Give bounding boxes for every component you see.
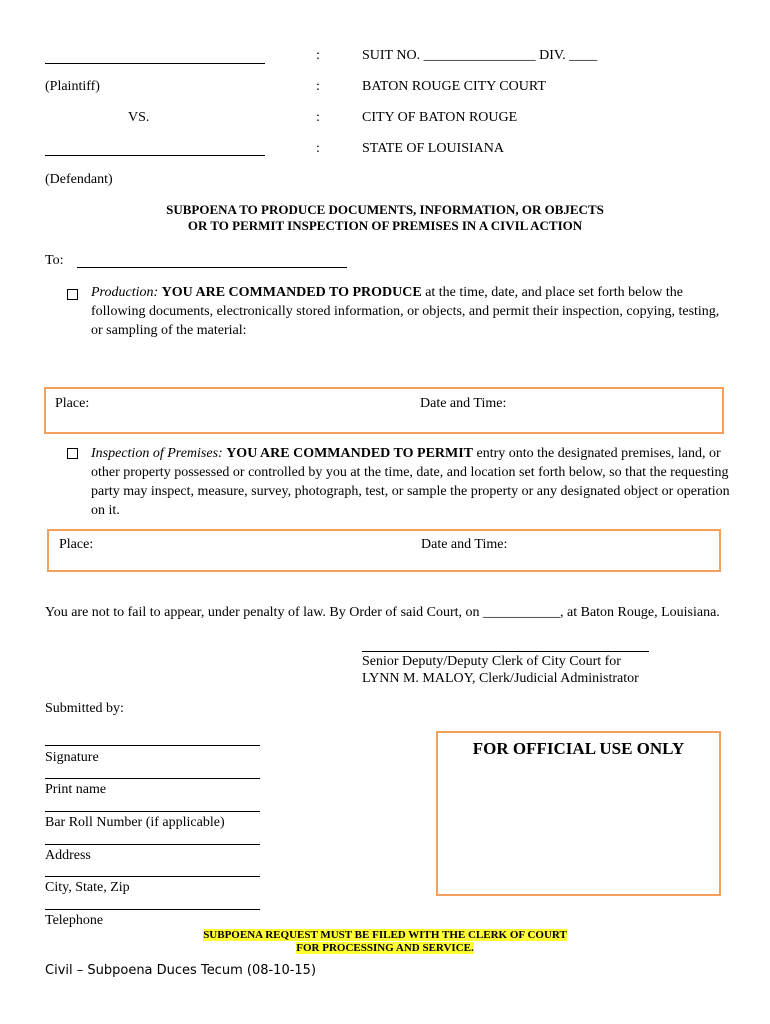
bar-roll-label: Bar Roll Number (if applicable) [45, 815, 225, 830]
signature-label: Signature [45, 750, 99, 765]
print-name-label: Print name [45, 782, 107, 797]
filing-notice-text1: SUBPOENA REQUEST MUST BE FILED WITH THE CLERK OF COURT [203, 929, 567, 941]
to-label: To: [45, 253, 64, 268]
clerk-title-line1: Senior Deputy/Deputy Clerk of City Court for [362, 654, 621, 669]
production-checkbox[interactable] [67, 289, 78, 300]
production-lead: Production: [91, 285, 159, 300]
suit-number-field: SUIT NO. ________________ DIV. ____ [362, 48, 598, 63]
caption-colon-1: : [316, 48, 320, 63]
address-line[interactable] [45, 844, 260, 845]
production-paragraph [91, 283, 726, 340]
production-place-label: Place: [55, 396, 90, 411]
form-footer: Civil – Subpoena Duces Tecum (08-10-15) [45, 963, 317, 978]
inspection-place-box [47, 529, 721, 572]
recipient-line[interactable] [77, 267, 347, 268]
caption-colon-3: : [316, 110, 320, 125]
inspection-command: YOU ARE COMMANDED TO PERMIT [226, 446, 474, 461]
inspection-datetime-label: Date and Time: [421, 537, 508, 552]
production-place-box [44, 387, 724, 434]
submitted-by-label: Submitted by: [45, 701, 124, 716]
inspection-checkbox[interactable] [67, 448, 78, 459]
court-name: BATON ROUGE CITY COURT [362, 79, 546, 94]
inspection-body: entry onto the designated premises, land, or other property possessed or controlled by you at the time, date, and location set forth below, so that the requesting party may inspect, measure, survey, photograph, test, or sample the property or any designated object or operation on it. [91, 446, 730, 518]
print-name-line[interactable] [45, 778, 260, 779]
defendant-name-line[interactable] [45, 155, 265, 156]
court-order-text: You are not to fail to appear, under penalty of law. By Order of said Court, on ___________, at Baton Rouge, Louisiana. [45, 605, 720, 620]
caption-colon-4: : [316, 141, 320, 156]
document-title-line1: SUBPOENA TO PRODUCE DOCUMENTS, INFORMATION, OR OBJECTS [166, 202, 604, 217]
clerk-title-line2: LYNN M. MALOY, Clerk/Judicial Administrator [362, 671, 639, 686]
city-name: CITY OF BATON ROUGE [362, 110, 518, 125]
versus-label: VS. [128, 110, 150, 125]
filing-notice-line1 [0, 929, 770, 942]
production-datetime-label: Date and Time: [420, 396, 507, 411]
production-command: YOU ARE COMMANDED TO PRODUCE [161, 285, 422, 300]
inspection-paragraph [91, 444, 731, 520]
official-use-heading: FOR OFFICIAL USE ONLY [472, 739, 685, 758]
telephone-label: Telephone [45, 913, 104, 928]
clerk-signature-line[interactable] [362, 651, 649, 652]
plaintiff-name-line[interactable] [45, 63, 265, 64]
address-label: Address [45, 848, 91, 863]
caption-colon-2: : [316, 79, 320, 94]
filing-notice-line2 [0, 942, 770, 955]
defendant-label: (Defendant) [45, 172, 113, 187]
production-body: at the time, date, and place set forth below the following documents, electronically stored information, or objects, and permit their inspection, copying, testing, or sampling of the material: [91, 285, 720, 338]
plaintiff-label: (Plaintiff) [45, 79, 100, 94]
document-title-line2: OR TO PERMIT INSPECTION OF PREMISES IN A CIVIL ACTION [187, 218, 583, 233]
inspection-lead: Inspection of Premises: [91, 446, 223, 461]
city-state-zip-label: City, State, Zip [45, 880, 130, 895]
signature-line[interactable] [45, 745, 260, 746]
filing-notice-text2: FOR PROCESSING AND SERVICE. [296, 942, 474, 954]
inspection-place-label: Place: [59, 537, 94, 552]
telephone-line[interactable] [45, 909, 260, 910]
city-state-zip-line[interactable] [45, 876, 260, 877]
state-name: STATE OF LOUISIANA [362, 141, 504, 156]
bar-roll-line[interactable] [45, 811, 260, 812]
